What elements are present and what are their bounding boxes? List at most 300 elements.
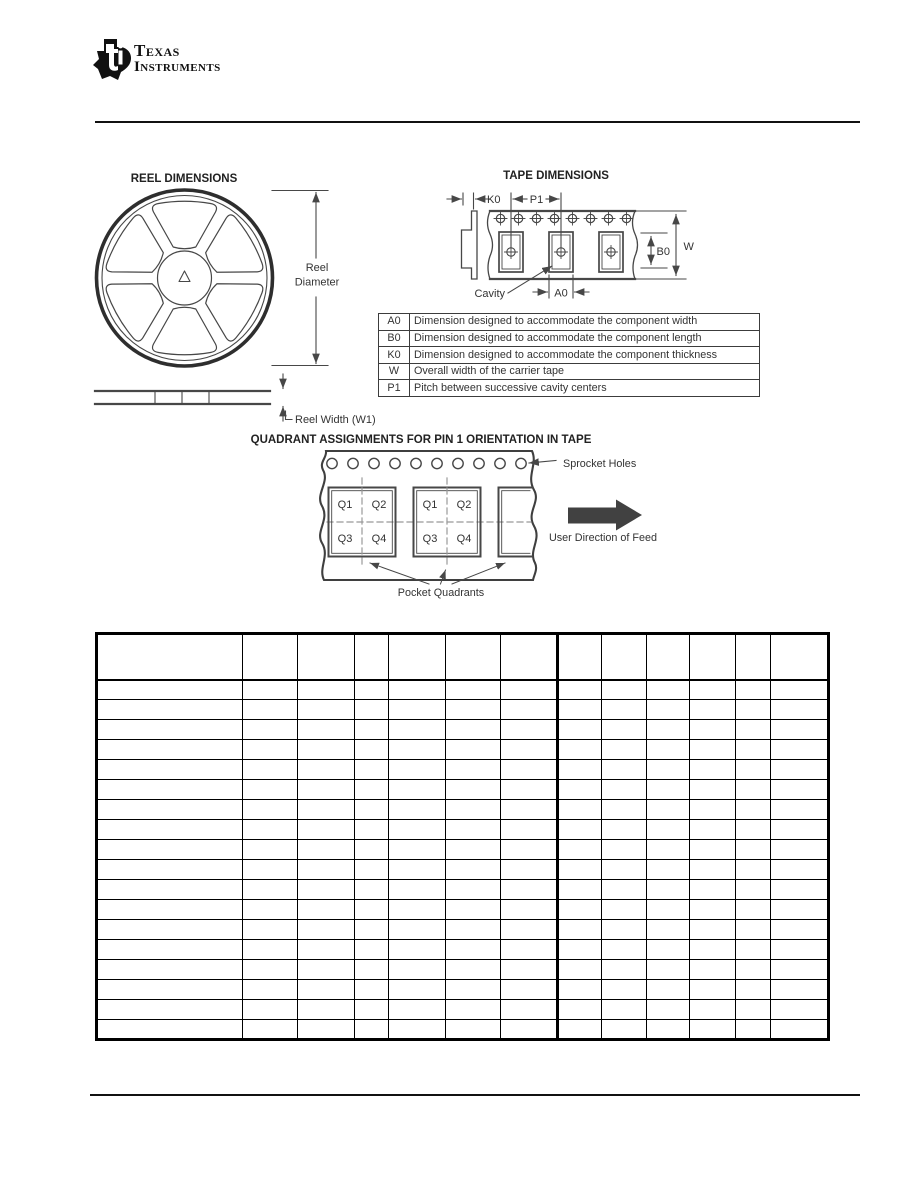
packaging-cell [736,1020,771,1040]
packaging-cell [647,740,690,760]
packaging-cell [736,840,771,860]
packaging-cell [243,800,298,820]
packaging-cell [389,740,446,760]
tape-sprocket-holes [494,212,633,225]
packaging-cell [602,760,647,780]
pocket1-q1: Q1 [337,499,353,511]
reel-diameter-label-1: Reel [305,262,329,274]
packaging-cell [298,740,355,760]
packaging-cell [736,860,771,880]
packaging-cell [736,740,771,760]
packaging-cell [558,920,602,940]
packaging-header-cell [558,634,602,680]
packaging-data-row [97,700,829,720]
pocket1-q3: Q3 [337,533,353,545]
packaging-cell [690,1000,736,1020]
packaging-header-cell [298,634,355,680]
packaging-cell [771,780,829,800]
packaging-cell [771,700,829,720]
packaging-cell [558,940,602,960]
packaging-cell [446,940,501,960]
pocket2-q2: Q2 [456,499,472,511]
dim-symbol: W [379,363,410,380]
packaging-header-cell [647,634,690,680]
packaging-cell [690,900,736,920]
packaging-cell [602,900,647,920]
packaging-cell [736,900,771,920]
packaging-cell [647,960,690,980]
packaging-cell [501,920,558,940]
quadrant-tape-outline [320,451,536,580]
packaging-cell [736,880,771,900]
packaging-cell [446,980,501,1000]
packaging-cell [647,900,690,920]
packaging-cell [558,880,602,900]
packaging-cell [446,740,501,760]
packaging-cell [647,920,690,940]
packaging-cell [501,880,558,900]
packaging-cell [355,1000,389,1020]
packaging-cell [647,860,690,880]
packaging-cell [243,900,298,920]
packaging-cell [298,940,355,960]
packaging-cell [736,980,771,1000]
packaging-cell [690,720,736,740]
packaging-data-row [97,880,829,900]
packaging-cell [558,680,602,700]
packaging-cell [501,740,558,760]
packaging-cell [736,800,771,820]
packaging-cell [558,800,602,820]
packaging-header-cell [771,634,829,680]
packaging-cell [602,680,647,700]
table-row [379,330,760,347]
packaging-cell [97,760,243,780]
packaging-cell [736,1000,771,1020]
packaging-cell [243,940,298,960]
packaging-cell [771,920,829,940]
packaging-header-cell [446,634,501,680]
packaging-cell [243,840,298,860]
packaging-cell [446,860,501,880]
packaging-cell [243,1000,298,1020]
packaging-data-row [97,860,829,880]
packaging-cell [243,720,298,740]
packaging-cell [446,960,501,980]
cavity-3 [599,232,623,272]
dim-symbol: B0 [379,330,410,347]
dimension-definitions-table [378,313,760,397]
brand-line1: Texas [134,41,180,60]
packaging-cell [690,760,736,780]
packaging-cell [690,740,736,760]
table-row [379,314,760,331]
packaging-header-cell [97,634,243,680]
packaging-cell [355,900,389,920]
packaging-cell [389,860,446,880]
packaging-header-cell [501,634,558,680]
packaging-cell [602,940,647,960]
table-row [379,380,760,397]
packaging-cell [97,980,243,1000]
packaging-cell [558,900,602,920]
packaging-cell [446,760,501,780]
packaging-cell [736,760,771,780]
pocket2-q1: Q1 [422,499,438,511]
packaging-cell [736,680,771,700]
packaging-cell [243,1020,298,1040]
packaging-cell [355,1020,389,1040]
quadrant-title: QUADRANT ASSIGNMENTS FOR PIN 1 ORIENTATION IN TAPE [250,434,592,446]
packaging-cell [602,800,647,820]
packaging-cell [647,680,690,700]
packaging-cell [736,960,771,980]
packaging-cell [389,760,446,780]
pocket1-q2: Q2 [371,499,387,511]
packaging-cell [647,940,690,960]
packaging-cell [602,1000,647,1020]
packaging-data-row [97,980,829,1000]
packaging-data-row [97,680,829,700]
packaging-cell [243,920,298,940]
packaging-header-cell [690,634,736,680]
packaging-cell [647,820,690,840]
tape-title: TAPE DIMENSIONS [503,170,609,182]
packaging-cell [97,900,243,920]
packaging-cell [97,880,243,900]
packaging-cell [243,960,298,980]
packaging-cell [558,1000,602,1020]
packaging-cell [389,880,446,900]
feed-direction-arrow-icon [568,500,642,531]
packaging-cell [736,920,771,940]
packaging-cell [771,980,829,1000]
packaging-cell [446,900,501,920]
dim-symbol: K0 [379,347,410,364]
packaging-cell [647,800,690,820]
packaging-cell [389,980,446,1000]
reel-diameter-label-2: Diameter [294,276,340,289]
packaging-cell [298,1020,355,1040]
packaging-cell [298,760,355,780]
packaging-cell [97,820,243,840]
packaging-cell [355,860,389,880]
packaging-cell [446,680,501,700]
packaging-data-row [97,780,829,800]
packaging-cell [771,800,829,820]
packaging-cell [298,920,355,940]
packaging-cell [446,880,501,900]
packaging-data-row [97,820,829,840]
packaging-cell [690,940,736,960]
packaging-cell [690,920,736,940]
packaging-cell [446,720,501,740]
packaging-cell [647,780,690,800]
packaging-cell [736,700,771,720]
packaging-cell [771,720,829,740]
packaging-cell [389,820,446,840]
packaging-cell [647,840,690,860]
packaging-cell [690,840,736,860]
packaging-cell [355,680,389,700]
packaging-cell [298,980,355,1000]
packaging-cell [690,680,736,700]
packaging-cell [602,920,647,940]
dim-description: Dimension designed to accommodate the component thickness [410,347,760,364]
packaging-cell [558,760,602,780]
packaging-cell [298,900,355,920]
packaging-data-row [97,960,829,980]
packaging-header-cell [243,634,298,680]
packaging-cell [558,780,602,800]
packaging-cell [647,700,690,720]
packaging-cell [501,980,558,1000]
ti-logo [92,38,312,82]
packaging-cell [501,860,558,880]
packaging-data-row [97,940,829,960]
sprocket-holes-label: Sprocket Holes [563,458,637,470]
packaging-cell [389,840,446,860]
packaging-cell [602,840,647,860]
k0-label: K0 [487,194,501,206]
packaging-cell [501,1000,558,1020]
pocket2-q4: Q4 [456,533,472,545]
packaging-cell [558,980,602,1000]
packaging-data-row [97,1020,829,1040]
packaging-cell [771,1000,829,1020]
packaging-cell [736,940,771,960]
packaging-cell [243,860,298,880]
packaging-cell [501,900,558,920]
packaging-cell [736,720,771,740]
dim-description: Pitch between successive cavity centers [410,380,760,397]
packaging-cell [647,1000,690,1020]
packaging-cell [97,740,243,760]
dim-description: Dimension designed to accommodate the component length [410,330,760,347]
packaging-cell [355,880,389,900]
packaging-cell [298,860,355,880]
packaging-cell [602,880,647,900]
packaging-data-row [97,760,829,780]
packaging-cell [501,840,558,860]
packaging-cell [298,780,355,800]
packaging-cell [97,920,243,940]
packaging-cell [602,720,647,740]
packaging-cell [501,720,558,740]
packaging-cell [558,840,602,860]
packaging-cell [298,840,355,860]
w-label: W [683,241,694,253]
packaging-cell [736,780,771,800]
table-row [379,347,760,364]
packaging-cell [647,720,690,740]
bottom-rule [90,1094,860,1096]
packaging-data-row [97,840,829,860]
packaging-cell [97,840,243,860]
packaging-cell [97,960,243,980]
packaging-cell [446,840,501,860]
packaging-cell [602,740,647,760]
packaging-cell [355,740,389,760]
packaging-cell [389,720,446,740]
packaging-cell [389,780,446,800]
packaging-cell [690,1020,736,1040]
packaging-cell [298,720,355,740]
packaging-cell [97,780,243,800]
cavity-label: Cavity [474,288,505,300]
brand-line2: Instruments [134,59,221,75]
packaging-cell [501,940,558,960]
packaging-cell [446,820,501,840]
packaging-cell [355,760,389,780]
pocket-quadrants-label: Pocket Quadrants [397,587,485,599]
packaging-cell [446,800,501,820]
packaging-cell [501,820,558,840]
packaging-cell [690,820,736,840]
packaging-cell [736,820,771,840]
packaging-cell [446,920,501,940]
packaging-cell [690,700,736,720]
packaging-cell [97,800,243,820]
packaging-cell [355,940,389,960]
p1-label: P1 [529,194,544,206]
packaging-cell [355,960,389,980]
packaging-cell [97,860,243,880]
pocket2-q3: Q3 [422,533,438,545]
packaging-cell [389,800,446,820]
packaging-cell [647,760,690,780]
packaging-cell [558,820,602,840]
packaging-cell [389,960,446,980]
packaging-cell [446,700,501,720]
packaging-table [95,632,830,1041]
packaging-cell [243,780,298,800]
ti-texas-icon [92,38,132,82]
reel-title: REEL DIMENSIONS [130,173,238,185]
packaging-cell [389,680,446,700]
quadrant-diagram [251,434,657,599]
packaging-cell [243,980,298,1000]
packaging-header-row [97,634,829,680]
packaging-cell [501,760,558,780]
packaging-cell [602,1020,647,1040]
packaging-cell [298,820,355,840]
packaging-header-cell [736,634,771,680]
packaging-cell [355,980,389,1000]
pocket1-q4: Q4 [371,533,387,545]
packaging-cell [771,740,829,760]
packaging-cell [558,1020,602,1040]
packaging-cell [771,900,829,920]
packaging-cell [690,880,736,900]
packaging-cell [602,700,647,720]
top-rule [95,121,860,123]
packaging-data-row [97,720,829,740]
packaging-cell [243,760,298,780]
packaging-cell [243,740,298,760]
packaging-data-row [97,900,829,920]
packaging-data-row [97,920,829,940]
packaging-cell [97,720,243,740]
packaging-cell [647,980,690,1000]
packaging-cell [558,960,602,980]
dim-symbol: P1 [379,380,410,397]
packaging-cell [602,860,647,880]
packaging-data-row [97,1000,829,1020]
packaging-cell [690,860,736,880]
packaging-cell [355,800,389,820]
packaging-cell [558,860,602,880]
packaging-cell [647,880,690,900]
tape-side-view [462,211,478,279]
packaging-cell [602,780,647,800]
packaging-cell [355,920,389,940]
packaging-cell [97,700,243,720]
packaging-cell [690,800,736,820]
packaging-cell [355,820,389,840]
packaging-cell [771,1020,829,1040]
packaging-header-cell [389,634,446,680]
packaging-cell [558,720,602,740]
packaging-cell [389,940,446,960]
packaging-cell [298,800,355,820]
table-row [379,363,760,380]
reel-width-label: Reel Width (W1) [295,414,376,426]
packaging-cell [97,940,243,960]
packaging-cell [771,840,829,860]
packaging-cell [771,940,829,960]
packaging-data-row [97,740,829,760]
dim-description: Overall width of the carrier tape [410,363,760,380]
packaging-cell [446,1000,501,1020]
packaging-cell [389,1000,446,1020]
packaging-cell [389,1020,446,1040]
packaging-cell [771,760,829,780]
packaging-cell [243,880,298,900]
packaging-cell [389,700,446,720]
dim-description: Dimension designed to accommodate the component width [410,314,760,331]
packaging-cell [501,800,558,820]
packaging-cell [602,980,647,1000]
packaging-cell [771,880,829,900]
packaging-cell [355,840,389,860]
packaging-data-row [97,800,829,820]
packaging-cell [501,680,558,700]
packaging-cell [298,680,355,700]
packaging-cell [771,860,829,880]
packaging-cell [771,820,829,840]
packaging-cell [389,920,446,940]
reel-diagram [95,173,376,426]
brand-text [134,42,221,75]
packaging-cell [690,960,736,980]
packaging-cell [771,960,829,980]
packaging-cell [355,700,389,720]
packaging-cell [501,780,558,800]
feed-direction-label: User Direction of Feed [548,532,658,544]
packaging-cell [243,820,298,840]
packaging-cell [97,1000,243,1020]
packaging-cell [298,1000,355,1020]
packaging-cell [501,960,558,980]
packaging-cell [446,780,501,800]
packaging-cell [355,780,389,800]
packaging-cell [298,880,355,900]
packaging-cell [298,700,355,720]
packaging-cell [446,1020,501,1040]
packaging-header-cell [355,634,389,680]
dim-symbol: A0 [379,314,410,331]
